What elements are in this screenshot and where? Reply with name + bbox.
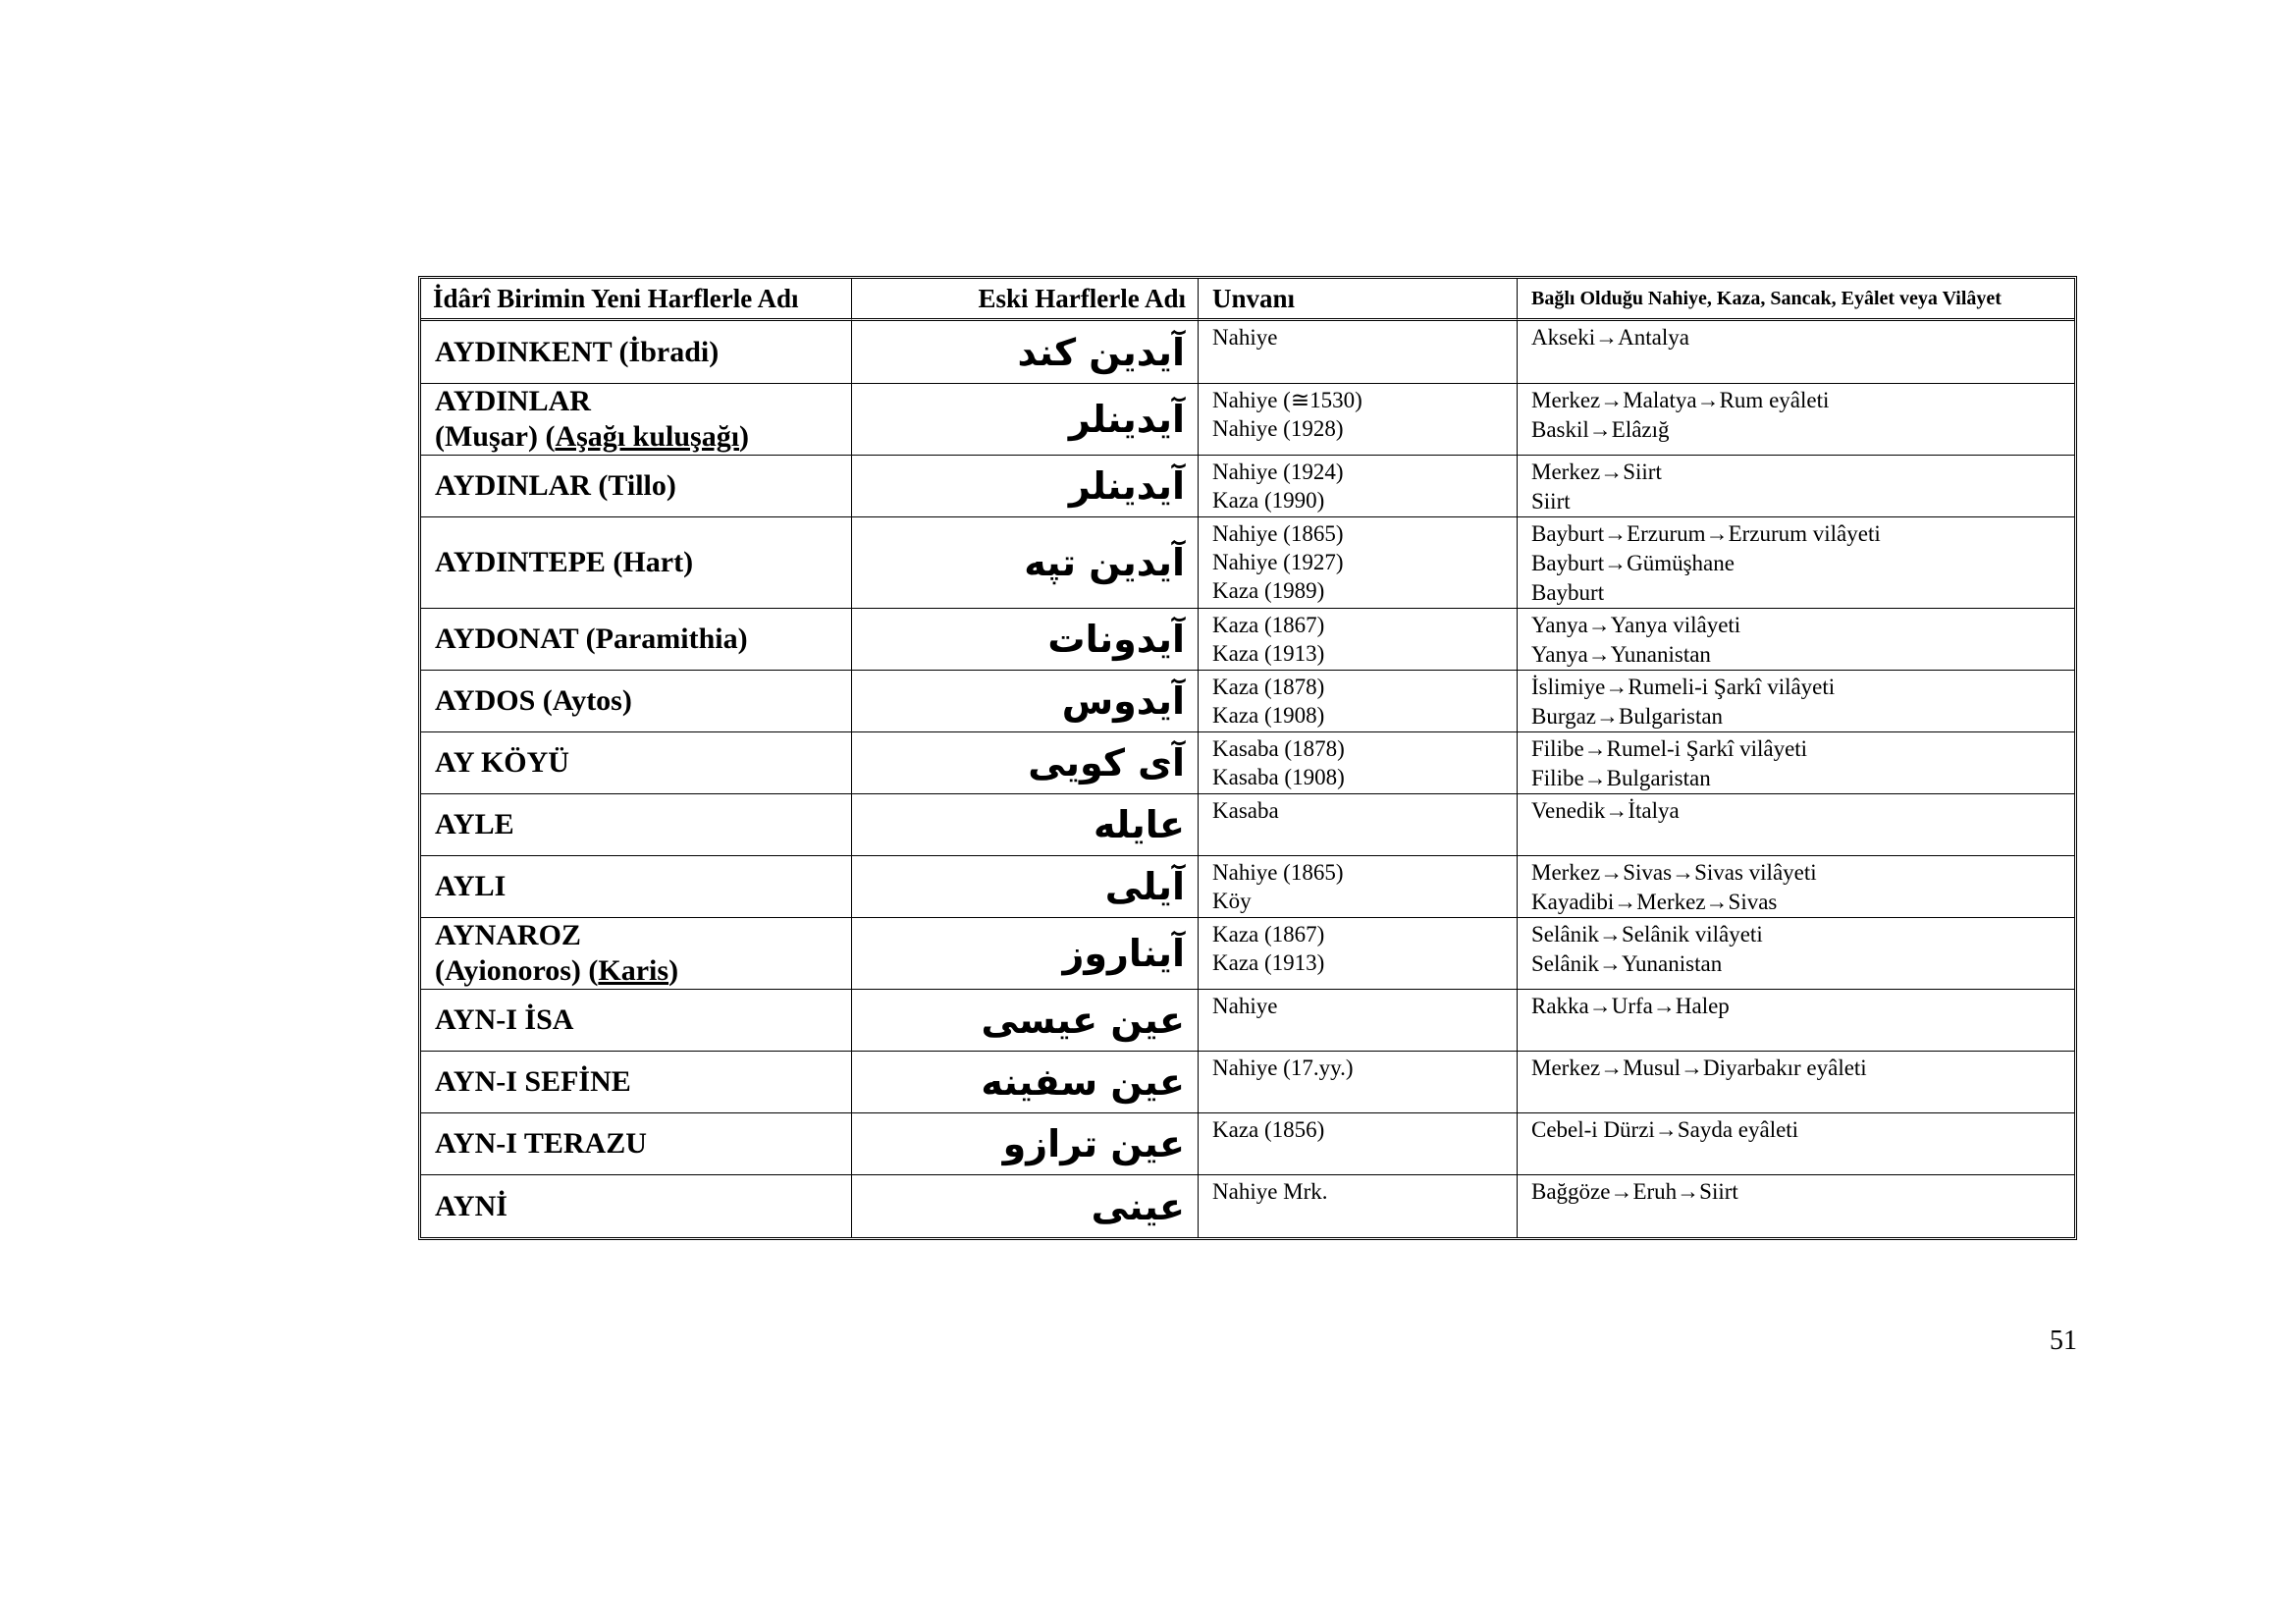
- unit-dependency-line: Merkez→Musul→Diyarbakır eyâleti: [1531, 1056, 1867, 1080]
- unit-new-name: [421, 918, 852, 990]
- unit-dependency-line: Merkez→Malatya→Rum eyâleti: [1531, 388, 1830, 412]
- unit-title: [1199, 456, 1518, 517]
- unit-new-name: [421, 732, 852, 794]
- unit-dependency: [1518, 1113, 2074, 1175]
- unit-old-script-name: [852, 517, 1199, 609]
- unit-new-name: [421, 1175, 852, 1237]
- unit-name-alt-underlined: Karis: [598, 954, 669, 987]
- unit-title: [1199, 384, 1518, 456]
- unit-title: [1199, 671, 1518, 732]
- unit-title-line: Nahiye (17.yy.): [1212, 1056, 1354, 1080]
- unit-dependency: [1518, 517, 2074, 609]
- unit-old-script-name: [852, 1113, 1199, 1175]
- unit-new-name: [421, 456, 852, 517]
- unit-dependency: [1518, 1052, 2074, 1113]
- unit-new-name: [421, 609, 852, 671]
- unit-old-script-text: آیدین کند: [1017, 330, 1185, 374]
- unit-name-main: AYN-I SEFİNE: [435, 1065, 631, 1098]
- unit-dependency-line: Venedik→İtalya: [1531, 798, 1680, 823]
- unit-old-script-text: عینی: [1091, 1184, 1185, 1228]
- unit-old-script-name: [852, 456, 1199, 517]
- unit-title-line: Kaza (1908): [1212, 703, 1325, 728]
- unit-dependency-line: Bayburt: [1531, 580, 1605, 605]
- unit-old-script-text: آیدینلر: [1068, 398, 1185, 441]
- unit-name-main: AYDINKENT (İbradi): [435, 335, 720, 368]
- unit-old-script-name: [852, 856, 1199, 918]
- unit-title-line: Kaza (1913): [1212, 950, 1325, 975]
- unit-old-script-text: عایله: [1093, 803, 1185, 846]
- unit-old-script-name: [852, 1175, 1199, 1237]
- unit-title: [1199, 609, 1518, 671]
- header-old-name: Eski Harflerle Adı: [852, 279, 1199, 321]
- table-row: [421, 384, 2074, 456]
- unit-new-name: [421, 856, 852, 918]
- unit-old-script-text: آیدونات: [1047, 618, 1185, 661]
- unit-dependency: [1518, 456, 2074, 517]
- unit-old-script-text: آیدین تپه: [1024, 541, 1185, 584]
- table-header-row: [421, 279, 2074, 321]
- unit-title-line: Nahiye (1927): [1212, 550, 1344, 574]
- table-row: [421, 609, 2074, 671]
- unit-new-name: [421, 1052, 852, 1113]
- table-row: [421, 794, 2074, 856]
- unit-name-main: AYLE: [435, 808, 514, 840]
- unit-dependency-line: Cebel-i Dürzi→Sayda eyâleti: [1531, 1117, 1799, 1142]
- header-dependency: Bağlı Olduğu Nahiye, Kaza, Sancak, Eyâlet veya Vilâyet: [1518, 279, 2074, 321]
- unit-old-script-name: [852, 918, 1199, 990]
- table-body: [421, 321, 2074, 1237]
- unit-title-line: Nahiye (1865): [1212, 860, 1344, 885]
- unit-dependency: [1518, 990, 2074, 1052]
- table-row: [421, 918, 2074, 990]
- unit-dependency-line: Baskil→Elâzığ: [1531, 417, 1670, 442]
- unit-dependency: [1518, 321, 2074, 384]
- unit-dependency-line: Merkez→Siirt: [1531, 460, 1662, 484]
- unit-old-script-text: عین سفینه: [981, 1060, 1185, 1104]
- unit-old-script-name: [852, 384, 1199, 456]
- unit-title: [1199, 856, 1518, 918]
- unit-title-line: Nahiye (1865): [1212, 521, 1344, 546]
- unit-name-alt-prefix: (Ayionoros) (: [435, 954, 599, 987]
- unit-dependency-line: Filibe→Bulgaristan: [1531, 766, 1711, 790]
- table-row: [421, 456, 2074, 517]
- unit-new-name: [421, 671, 852, 732]
- unit-name-alt-suffix: ): [739, 420, 750, 453]
- unit-name-main: AYLI: [435, 870, 507, 902]
- unit-dependency-line: Filibe→Rumel-i Şarkî vilâyeti: [1531, 736, 1808, 761]
- unit-old-script-text: آیدوس: [1061, 679, 1185, 723]
- table-row: [421, 1052, 2074, 1113]
- unit-dependency: [1518, 671, 2074, 732]
- unit-name-main: AYN-I TERAZU: [435, 1127, 647, 1160]
- table-row: [421, 321, 2074, 384]
- unit-old-script-text: آیناروز: [1062, 932, 1185, 975]
- unit-name-main: AYN-I İSA: [435, 1003, 574, 1036]
- unit-old-script-name: [852, 321, 1199, 384]
- unit-name-alt-suffix: ): [668, 954, 679, 987]
- unit-old-script-name: [852, 609, 1199, 671]
- unit-name-alt-underlined: Aşağı kuluşağı: [555, 420, 740, 453]
- unit-dependency-line: Burgaz→Bulgaristan: [1531, 704, 1724, 729]
- unit-new-name: [421, 990, 852, 1052]
- unit-name-main: AYDINLAR: [435, 385, 591, 417]
- unit-name-alt-prefix: (Muşar) (: [435, 420, 556, 453]
- unit-dependency: [1518, 918, 2074, 990]
- unit-title-line: Kaza (1990): [1212, 488, 1325, 513]
- unit-dependency-line: Merkez→Sivas→Sivas vilâyeti: [1531, 860, 1817, 885]
- unit-dependency-line: Selânik→Selânik vilâyeti: [1531, 922, 1763, 947]
- unit-name-main: AY KÖYÜ: [435, 746, 569, 779]
- unit-title-line: Kaza (1867): [1212, 922, 1325, 947]
- unit-old-script-text: آیلی: [1104, 865, 1185, 908]
- table-row: [421, 856, 2074, 918]
- unit-old-script-text: آیدینلر: [1068, 464, 1185, 508]
- unit-dependency: [1518, 732, 2074, 794]
- unit-dependency-line: Bayburt→Erzurum→Erzurum vilâyeti: [1531, 521, 1881, 546]
- unit-new-name: [421, 384, 852, 456]
- unit-old-script-text: عین عیسی: [981, 999, 1185, 1042]
- unit-dependency-line: Rakka→Urfa→Halep: [1531, 994, 1730, 1018]
- unit-title-line: Nahiye: [1212, 994, 1278, 1018]
- header-title: Unvanı: [1199, 279, 1518, 321]
- unit-title: [1199, 1052, 1518, 1113]
- unit-title-line: Kaza (1878): [1212, 675, 1325, 699]
- unit-dependency: [1518, 384, 2074, 456]
- unit-title: [1199, 1113, 1518, 1175]
- unit-old-script-name: [852, 794, 1199, 856]
- unit-title-line: Kaza (1867): [1212, 613, 1325, 637]
- unit-title: [1199, 517, 1518, 609]
- unit-new-name: [421, 1113, 852, 1175]
- table-row: [421, 990, 2074, 1052]
- table-row: [421, 671, 2074, 732]
- unit-new-name: [421, 321, 852, 384]
- table-row: [421, 517, 2074, 609]
- unit-title-line: Nahiye Mrk.: [1212, 1179, 1328, 1204]
- unit-title-line: Nahiye (1928): [1212, 416, 1344, 441]
- unit-title-line: Nahiye (1924): [1212, 460, 1344, 484]
- unit-old-script-name: [852, 732, 1199, 794]
- unit-dependency-line: İslimiye→Rumeli-i Şarkî vilâyeti: [1531, 675, 1836, 699]
- unit-title-line: Kaza (1989): [1212, 578, 1325, 603]
- unit-title: [1199, 1175, 1518, 1237]
- unit-title: [1199, 918, 1518, 990]
- unit-old-script-name: [852, 1052, 1199, 1113]
- unit-name-main: AYDINLAR (Tillo): [435, 469, 676, 502]
- unit-title-line: Köy: [1212, 889, 1252, 913]
- unit-dependency-line: Bağgöze→Eruh→Siirt: [1531, 1179, 1738, 1204]
- unit-title-line: Kasaba (1908): [1212, 765, 1345, 789]
- unit-dependency-line: Selânik→Yunanistan: [1531, 951, 1723, 976]
- unit-title-line: Nahiye: [1212, 325, 1278, 350]
- unit-title-line: Kaza (1856): [1212, 1117, 1325, 1142]
- unit-dependency: [1518, 794, 2074, 856]
- unit-title-line: Kasaba: [1212, 798, 1279, 823]
- unit-old-script-text: آی کویی: [1028, 741, 1185, 785]
- unit-title-line: Kasaba (1878): [1212, 736, 1345, 761]
- unit-name-alt: [435, 953, 851, 989]
- unit-title: [1199, 321, 1518, 384]
- unit-name-main: AYNİ: [435, 1189, 507, 1222]
- unit-name-main: AYDOS (Aytos): [435, 684, 632, 717]
- administrative-units-table: [418, 276, 2077, 1240]
- unit-dependency: [1518, 1175, 2074, 1237]
- unit-new-name: [421, 517, 852, 609]
- unit-dependency-line: Kayadibi→Merkez→Sivas: [1531, 890, 1778, 914]
- table-row: [421, 732, 2074, 794]
- unit-dependency-line: Siirt: [1531, 489, 1571, 514]
- unit-dependency: [1518, 856, 2074, 918]
- unit-new-name: [421, 794, 852, 856]
- unit-title: [1199, 990, 1518, 1052]
- table-row: [421, 1113, 2074, 1175]
- unit-old-script-name: [852, 671, 1199, 732]
- unit-dependency-line: Akseki→Antalya: [1531, 325, 1689, 350]
- unit-title-line: Kaza (1913): [1212, 641, 1325, 666]
- unit-name-main: AYDINTEPE (Hart): [435, 546, 694, 578]
- table-row: [421, 1175, 2074, 1237]
- unit-dependency-line: Bayburt→Gümüşhane: [1531, 551, 1735, 575]
- unit-dependency-line: Yanya→Yunanistan: [1531, 642, 1711, 667]
- unit-name-main: AYNAROZ: [435, 919, 581, 951]
- unit-old-script-text: عین ترازو: [1002, 1122, 1185, 1165]
- unit-old-script-name: [852, 990, 1199, 1052]
- unit-title-line: Nahiye (≅1530): [1212, 388, 1362, 412]
- unit-title: [1199, 732, 1518, 794]
- header-new-name: İdârî Birimin Yeni Harflerle Adı: [421, 279, 852, 321]
- page-number: 51: [2050, 1326, 2077, 1356]
- unit-name-alt: [435, 419, 851, 455]
- unit-dependency: [1518, 609, 2074, 671]
- unit-dependency-line: Yanya→Yanya vilâyeti: [1531, 613, 1741, 637]
- unit-title: [1199, 794, 1518, 856]
- unit-name-main: AYDONAT (Paramithia): [435, 623, 748, 655]
